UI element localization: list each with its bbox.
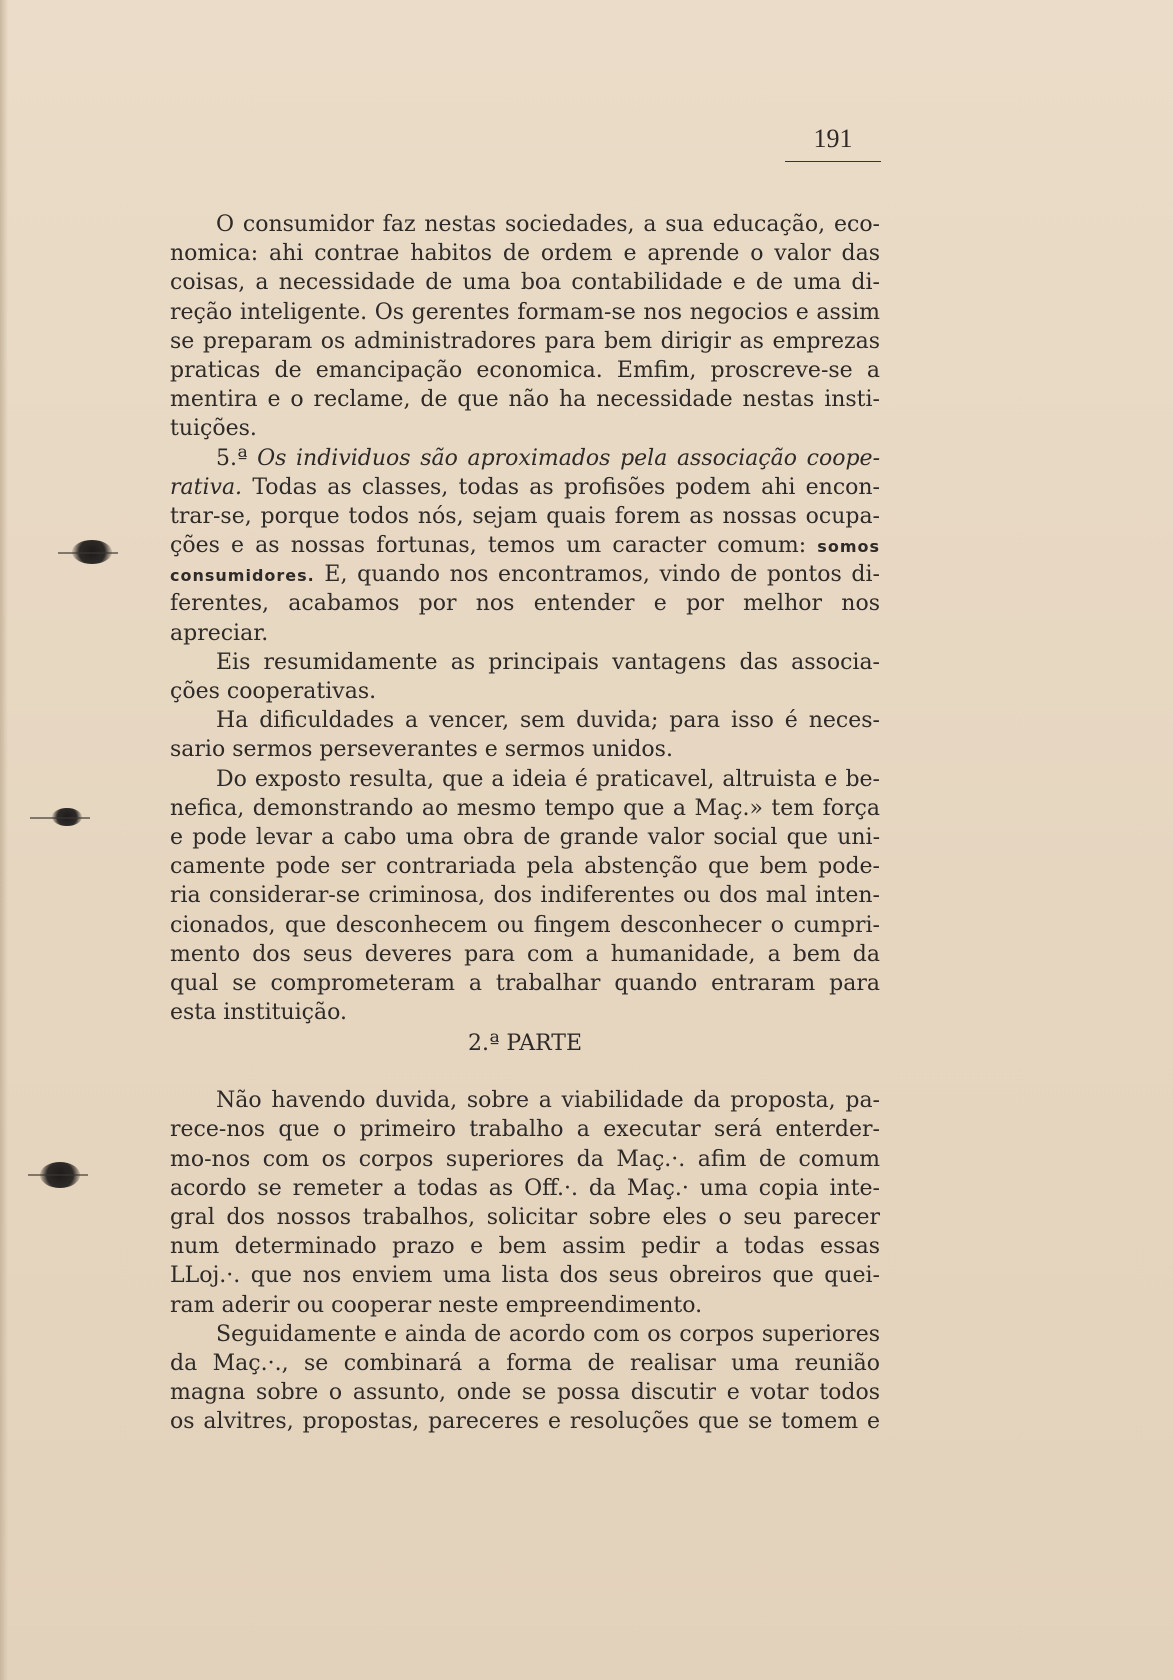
- text-line: e pode levar a cabo uma obra de grande valor social que uni-: [170, 824, 880, 850]
- text-line: LLoj.·. que nos enviem uma lista dos seus obreiros que quei-: [170, 1263, 880, 1289]
- binding-hole-mark: [58, 552, 118, 554]
- text-line: ferentes, acabamos por nos entender e por melhor nos: [170, 591, 880, 617]
- text-line: gral dos nossos trabalhos, solicitar sobre eles o seu parecer: [170, 1205, 880, 1230]
- text-line: magna sobre o assunto, onde se possa discutir e votar todos: [170, 1380, 880, 1406]
- text-line: sario sermos perseverantes e sermos unidos.: [170, 737, 673, 763]
- section-heading: 2.ª PARTE: [467, 1031, 583, 1057]
- text-line: Do exposto resulta, que a ideia é praticavel, altruista e be-: [216, 766, 880, 792]
- text-line: Ha dificuldades a vencer, sem duvida; para isso é neces-: [216, 708, 880, 734]
- text-line: esta instituição.: [170, 1000, 347, 1026]
- text-line: reção inteligente. Os gerentes formam-se nos negocios e assim: [170, 299, 880, 325]
- list-number: 5.ª: [216, 445, 248, 471]
- page-edge-shadow: [0, 0, 8, 1680]
- text-line: consumidores. E, quando nos encontramos, vindo de pontos di-: [170, 562, 880, 588]
- text-line: qual se comprometeram a trabalhar quando entraram para: [170, 970, 880, 996]
- text-line: O consumidor faz nestas sociedades, a sua educação, eco-: [216, 212, 880, 237]
- text-line: rativa. Todas as classes, todas as profisões podem ahi encon-: [170, 474, 880, 500]
- text-line: Não havendo duvida, sobre a viabilidade da proposta, pa-: [216, 1088, 880, 1114]
- text-line: Seguidamente e ainda de acordo com os corpos superiores: [216, 1321, 880, 1347]
- italic-heading: Os individuos são aproximados pela associação coope-: [257, 445, 880, 471]
- text-line: mentira e o reclame, de que não ha necessidade nestas insti-: [170, 387, 880, 413]
- text-line: nefica, demonstrando ao mesmo tempo que a Maç.» tem força: [170, 795, 880, 821]
- text-line: mento dos seus deveres para com a humanidade, a bem da: [170, 941, 880, 967]
- text-line: da Maç.·., se combinará a forma de realisar uma reunião: [170, 1350, 880, 1376]
- emphasis-text: consumidores.: [170, 566, 315, 586]
- text-line: ções e as nossas fortunas, temos um caracter comum: somos: [170, 533, 880, 559]
- text-line: tuições.: [170, 416, 257, 442]
- italic-heading: rativa.: [170, 474, 243, 500]
- text-line: ram aderir ou cooperar neste empreendimento.: [170, 1292, 703, 1318]
- text-line: os alvitres, propostas, pareceres e resoluções que se tomem e: [170, 1409, 880, 1435]
- text-line: nomica: ahi contrae habitos de ordem e aprende o valor das: [170, 241, 880, 267]
- text-line: num determinado prazo e bem assim pedir a todas essas: [170, 1234, 880, 1260]
- body-text: [170, 210, 880, 1437]
- text-line: ções cooperativas.: [170, 679, 377, 704]
- page-number-rule: [785, 161, 881, 162]
- text-line: mo-nos com os corpos superiores da Maç.·. afim de comum: [170, 1146, 880, 1172]
- text-line: rece-nos que o primeiro trabalho a executar será enterder-: [170, 1117, 880, 1143]
- binding-hole-mark: [30, 817, 90, 819]
- emphasis-text: somos: [817, 537, 880, 557]
- binding-hole-mark: [28, 1174, 88, 1176]
- text-line: camente pode ser contrariada pela abstenção que bem pode-: [170, 854, 880, 880]
- text-line: praticas de emancipação economica. Emfim, proscreve-se a: [170, 357, 880, 383]
- text-line: cionados, que desconhecem ou fingem desconhecer o cumpri-: [170, 912, 880, 938]
- text-line: se preparam os administradores para bem dirigir as emprezas: [170, 328, 880, 354]
- text-line: Eis resumidamente as principais vantagens das associa-: [216, 649, 880, 675]
- text-line: ria considerar-se criminosa, dos indiferentes ou dos mal inten-: [170, 883, 880, 909]
- text-line: acordo se remeter a todas as Off.·. da Maç.· uma copia inte-: [170, 1175, 880, 1201]
- text-line: apreciar.: [170, 620, 269, 646]
- page-number: 191: [813, 124, 853, 153]
- text-line: coisas, a necessidade de uma boa contabilidade e de uma di-: [170, 270, 880, 296]
- text-line: trar-se, porque todos nós, sejam quais forem as nossas ocupa-: [170, 503, 880, 529]
- text-line: [170, 444, 880, 473]
